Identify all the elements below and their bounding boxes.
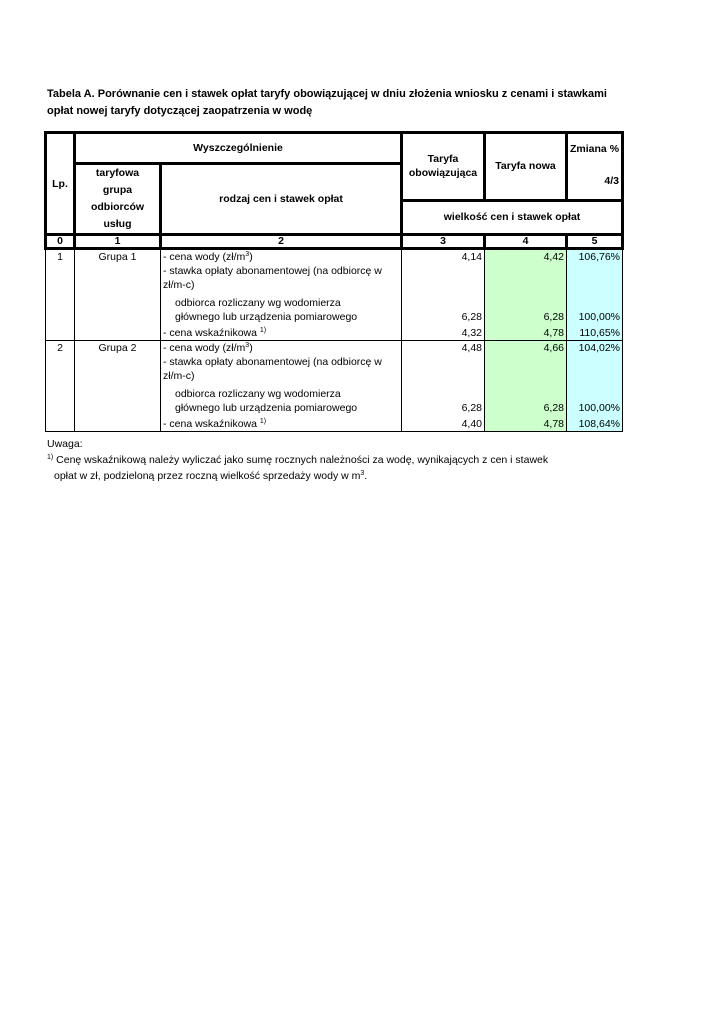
row1-wsk-new: 4,78	[485, 326, 567, 341]
table-title-line2: opłat nowej taryfy dotyczącej zaopatrzenia w wodę	[47, 105, 313, 117]
footnotes	[47, 436, 548, 484]
col-number-1: 1	[75, 235, 161, 249]
table-title-line1: Tabela A. Porównanie cen i stawek opłat taryfy obowiązującej w dniu złożenia wniosku z cenami i stawkami	[47, 88, 607, 100]
row1-cena-wody-label: - cena wody $(zł/m^3)$	[161, 249, 402, 265]
header-grupa-taryfowa	[75, 164, 161, 235]
row2-woda-old: 4,48	[402, 341, 485, 356]
footnote-1-line2: opłat w zł, podzieloną przez roczną wielkość sprzedaży wody w $m^3$.	[54, 470, 368, 482]
col-number-4: 4	[485, 235, 567, 249]
row1-woda-new: 4,42	[485, 249, 567, 265]
row1-grupa: Grupa 1	[75, 249, 161, 341]
row1-odbiorca-label-l2: głównego lub urządzenia pomiarowego	[161, 310, 402, 326]
footnote-heading: Uwaga:	[47, 438, 83, 450]
row2-woda-new: 4,66	[485, 341, 567, 356]
row2-wsk-pct: 108,64%	[567, 417, 623, 432]
row1-cena-wsk-label: - cena wskaźnikowa $^{1)}$	[161, 326, 402, 341]
row1-lp: 1	[46, 249, 75, 341]
row1-stawka-label-l1: - stawka opłaty abonamentowej (na odbiorcę w	[161, 264, 402, 278]
footnote-1-line1: $^{1)}$ Cenę wskaźnikową należy wyliczać jako sumę rocznych należności za wodę, wynikających z cen i stawek	[47, 454, 549, 466]
row1-abon-pct: 100,00%	[567, 310, 623, 326]
header-taryfa-obowiazujaca-l2: obowiązująca	[408, 167, 478, 180]
row2-odbiorca-label-l1: odbiorca rozliczany wg wodomierza	[161, 387, 402, 401]
table-row	[46, 341, 623, 356]
row2-wsk-new: 4,78	[485, 417, 567, 432]
table-title	[47, 86, 647, 120]
col-number-5: 5	[567, 235, 623, 249]
row2-stawka-label-l2: zł/m-c)	[161, 369, 402, 387]
header-rodzaj-cen: rodzaj cen i stawek opłat	[161, 164, 402, 235]
row2-abon-old: 6,28	[402, 401, 485, 417]
row2-odbiorca-label-l2: głównego lub urządzenia pomiarowego	[161, 401, 402, 417]
row2-woda-pct: 104,02%	[567, 341, 623, 356]
header-grupa-l2: grupa	[102, 184, 133, 196]
row1-stawka-label-l2: zł/m-c)	[161, 278, 402, 296]
tariff-comparison-table	[44, 131, 624, 432]
row1-wsk-old: 4,32	[402, 326, 485, 341]
col-number-2: 2	[161, 235, 402, 249]
col-number-0: 0	[46, 235, 75, 249]
header-zmiana: Zmiana %	[567, 133, 623, 164]
row2-cena-wody-label: - cena wody $(zł/m^3)$	[161, 341, 402, 356]
header-taryfa-obowiazujaca	[402, 133, 485, 201]
row2-wsk-old: 4,40	[402, 417, 485, 432]
row1-odbiorca-label-l1: odbiorca rozliczany wg wodomierza	[161, 296, 402, 310]
header-wielkosc: wielkość cen i stawek opłat	[402, 200, 623, 234]
row2-stawka-label-l1: - stawka opłaty abonamentowej (na odbiorcę w	[161, 355, 402, 369]
row1-woda-pct: 106,76%	[567, 249, 623, 265]
row2-cena-wsk-label: - cena wskaźnikowa $^{1)}$	[161, 417, 402, 432]
header-grupa-l3: odbiorców	[90, 201, 145, 213]
row1-abon-old: 6,28	[402, 310, 485, 326]
row2-grupa: Grupa 2	[75, 341, 161, 432]
header-taryfa-obowiazujaca-l1: Taryfa	[427, 153, 459, 166]
header-zmiana-ratio: 4/3	[567, 164, 623, 201]
header-taryfa-nowa: Taryfa nowa	[485, 133, 567, 201]
header-grupa-l4: usług	[103, 218, 132, 230]
row1-abon-new: 6,28	[485, 310, 567, 326]
header-wyszczegolnienie: Wyszczególnienie	[75, 133, 402, 164]
row2-abon-pct: 100,00%	[567, 401, 623, 417]
col-number-3: 3	[402, 235, 485, 249]
table-row	[46, 249, 623, 265]
row1-wsk-pct: 110,65%	[567, 326, 623, 341]
header-lp: Lp.	[46, 133, 75, 235]
header-grupa-l1: taryfowa	[95, 167, 140, 179]
row2-abon-new: 6,28	[485, 401, 567, 417]
row1-woda-old: 4,14	[402, 249, 485, 265]
row2-lp: 2	[46, 341, 75, 432]
